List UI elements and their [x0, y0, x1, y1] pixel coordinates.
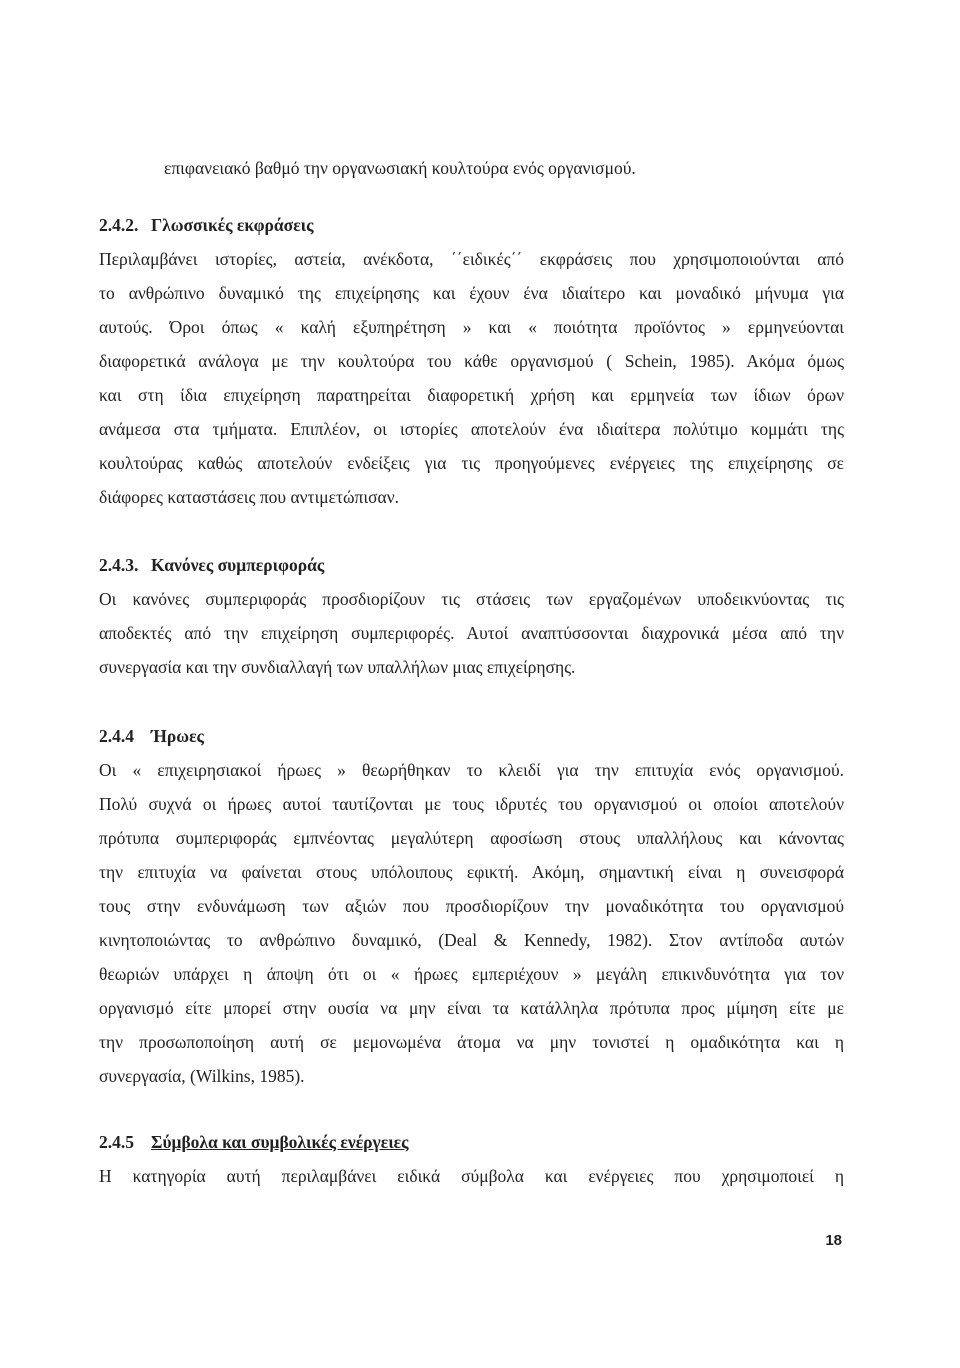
- section-title: Σύμβολα και συμβολικές ενέργειες: [151, 1132, 409, 1152]
- paragraph-line: κινητοποιώντας το ανθρώπινο δυναμικό, (Deal & Kennedy, 1982). Στον αντίποδα αυτών: [99, 930, 844, 950]
- continuation-line: επιφανειακό βαθμό την οργανωσιακή κουλτούρα ενός οργανισμού.: [164, 158, 636, 178]
- section-number: 2.4.2.: [99, 215, 139, 235]
- section-number: 2.4.4: [99, 726, 134, 746]
- paragraph-line: οργανισμό είτε μπορεί στην ουσία να μην είναι τα κατάλληλα πρότυπα προς μίμηση είτε με: [99, 998, 844, 1018]
- paragraph-line: συνεργασία, (Wilkins, 1985).: [99, 1066, 305, 1086]
- paragraph-line: τους στην ενδυνάμωση των αξιών που προσδιορίζουν την μοναδικότητα του οργανισμού: [99, 896, 844, 916]
- paragraph-line: διάφορες καταστάσεις που αντιμετώπισαν.: [99, 487, 399, 507]
- section-number: 2.4.5: [99, 1132, 134, 1152]
- paragraph-line: και στη ίδια επιχείρηση παρατηρείται διαφορετική χρήση και ερμηνεία των ίδιων όρων: [99, 385, 844, 405]
- paragraph-line: διαφορετικά ανάλογα με την κουλτούρα του κάθε οργανισμού ( Schein, 1985). Ακόμα όμως: [99, 351, 844, 371]
- paragraph-line: κουλτούρας καθώς αποτελούν ενδείξεις για τις προηγούμενες ενέργειες της επιχείρησης σε: [99, 453, 844, 473]
- section-title: Γλωσσικές εκφράσεις: [151, 215, 314, 235]
- paragraph-line: το ανθρώπινο δυναμικό της επιχείρησης και έχουν ένα ιδιαίτερο και μοναδικό μήνυμα για: [99, 283, 844, 303]
- section-number: 2.4.3.: [99, 555, 139, 575]
- paragraph-line: ανάμεσα στα τμήματα. Επιπλέον, οι ιστορίες αποτελούν ένα ιδιαίτερα πολύτιμο κομμάτι της: [99, 419, 844, 439]
- paragraph-line: αποδεκτές από την επιχείρηση συμπεριφορές. Αυτοί αναπτύσσονται διαχρονικά μέσα από την: [99, 623, 844, 643]
- paragraph-line: Οι κανόνες συμπεριφοράς προσδιορίζουν τις στάσεις των εργαζομένων υποδεικνύοντας τις: [99, 589, 844, 609]
- paragraph-line: Η κατηγορία αυτή περιλαμβάνει ειδικά σύμβολα και ενέργειες που χρησιμοποιεί η: [99, 1166, 844, 1186]
- paragraph-line: πρότυπα συμπεριφοράς εμπνέοντας μεγαλύτερη αφοσίωση στους υπαλλήλους και κάνοντας: [99, 828, 844, 848]
- paragraph-line: αυτούς. Όροι όπως « καλή εξυπηρέτηση » και « ποιότητα προϊόντος » ερμηνεύονται: [99, 317, 844, 337]
- section-title: Ήρωες: [151, 726, 204, 746]
- section-heading-242: [99, 213, 844, 237]
- section-title: Κανόνες συμπεριφοράς: [151, 555, 325, 575]
- paragraph-line: την επιτυχία να φαίνεται στους υπόλοιπους εφικτή. Ακόμη, σημαντική είναι η συνεισφορά: [99, 862, 844, 882]
- paragraph-line: Πολύ συχνά οι ήρωες αυτοί ταυτίζονται με τους ιδρυτές του οργανισμού οι οποίοι αποτελούν: [99, 794, 844, 814]
- paragraph-line: Οι « επιχειρησιακοί ήρωες » θεωρήθηκαν το κλειδί για την επιτυχία ενός οργανισμού.: [99, 760, 844, 780]
- paragraph-line: συνεργασία και την συνδιαλλαγή των υπαλλήλων μιας επιχείρησης.: [99, 657, 576, 677]
- section-heading-245: [99, 1130, 844, 1154]
- paragraph-line: θεωριών υπάρχει η άποψη ότι οι « ήρωες εμπεριέχουν » μεγάλη επικινδυνότητα για τον: [99, 964, 844, 984]
- section-heading-243: [99, 553, 844, 577]
- paragraph-line: Περιλαμβάνει ιστορίες, αστεία, ανέκδοτα, ΄΄ειδικές΄΄ εκφράσεις που χρησιμοποιούνται από: [99, 249, 844, 269]
- section-heading-244: [99, 724, 844, 748]
- page-number: 18: [825, 1232, 842, 1249]
- paragraph-line: την προσωποποίηση αυτή σε μεμονωμένα άτομα να μην τονιστεί η ομαδικότητα και η: [99, 1032, 844, 1052]
